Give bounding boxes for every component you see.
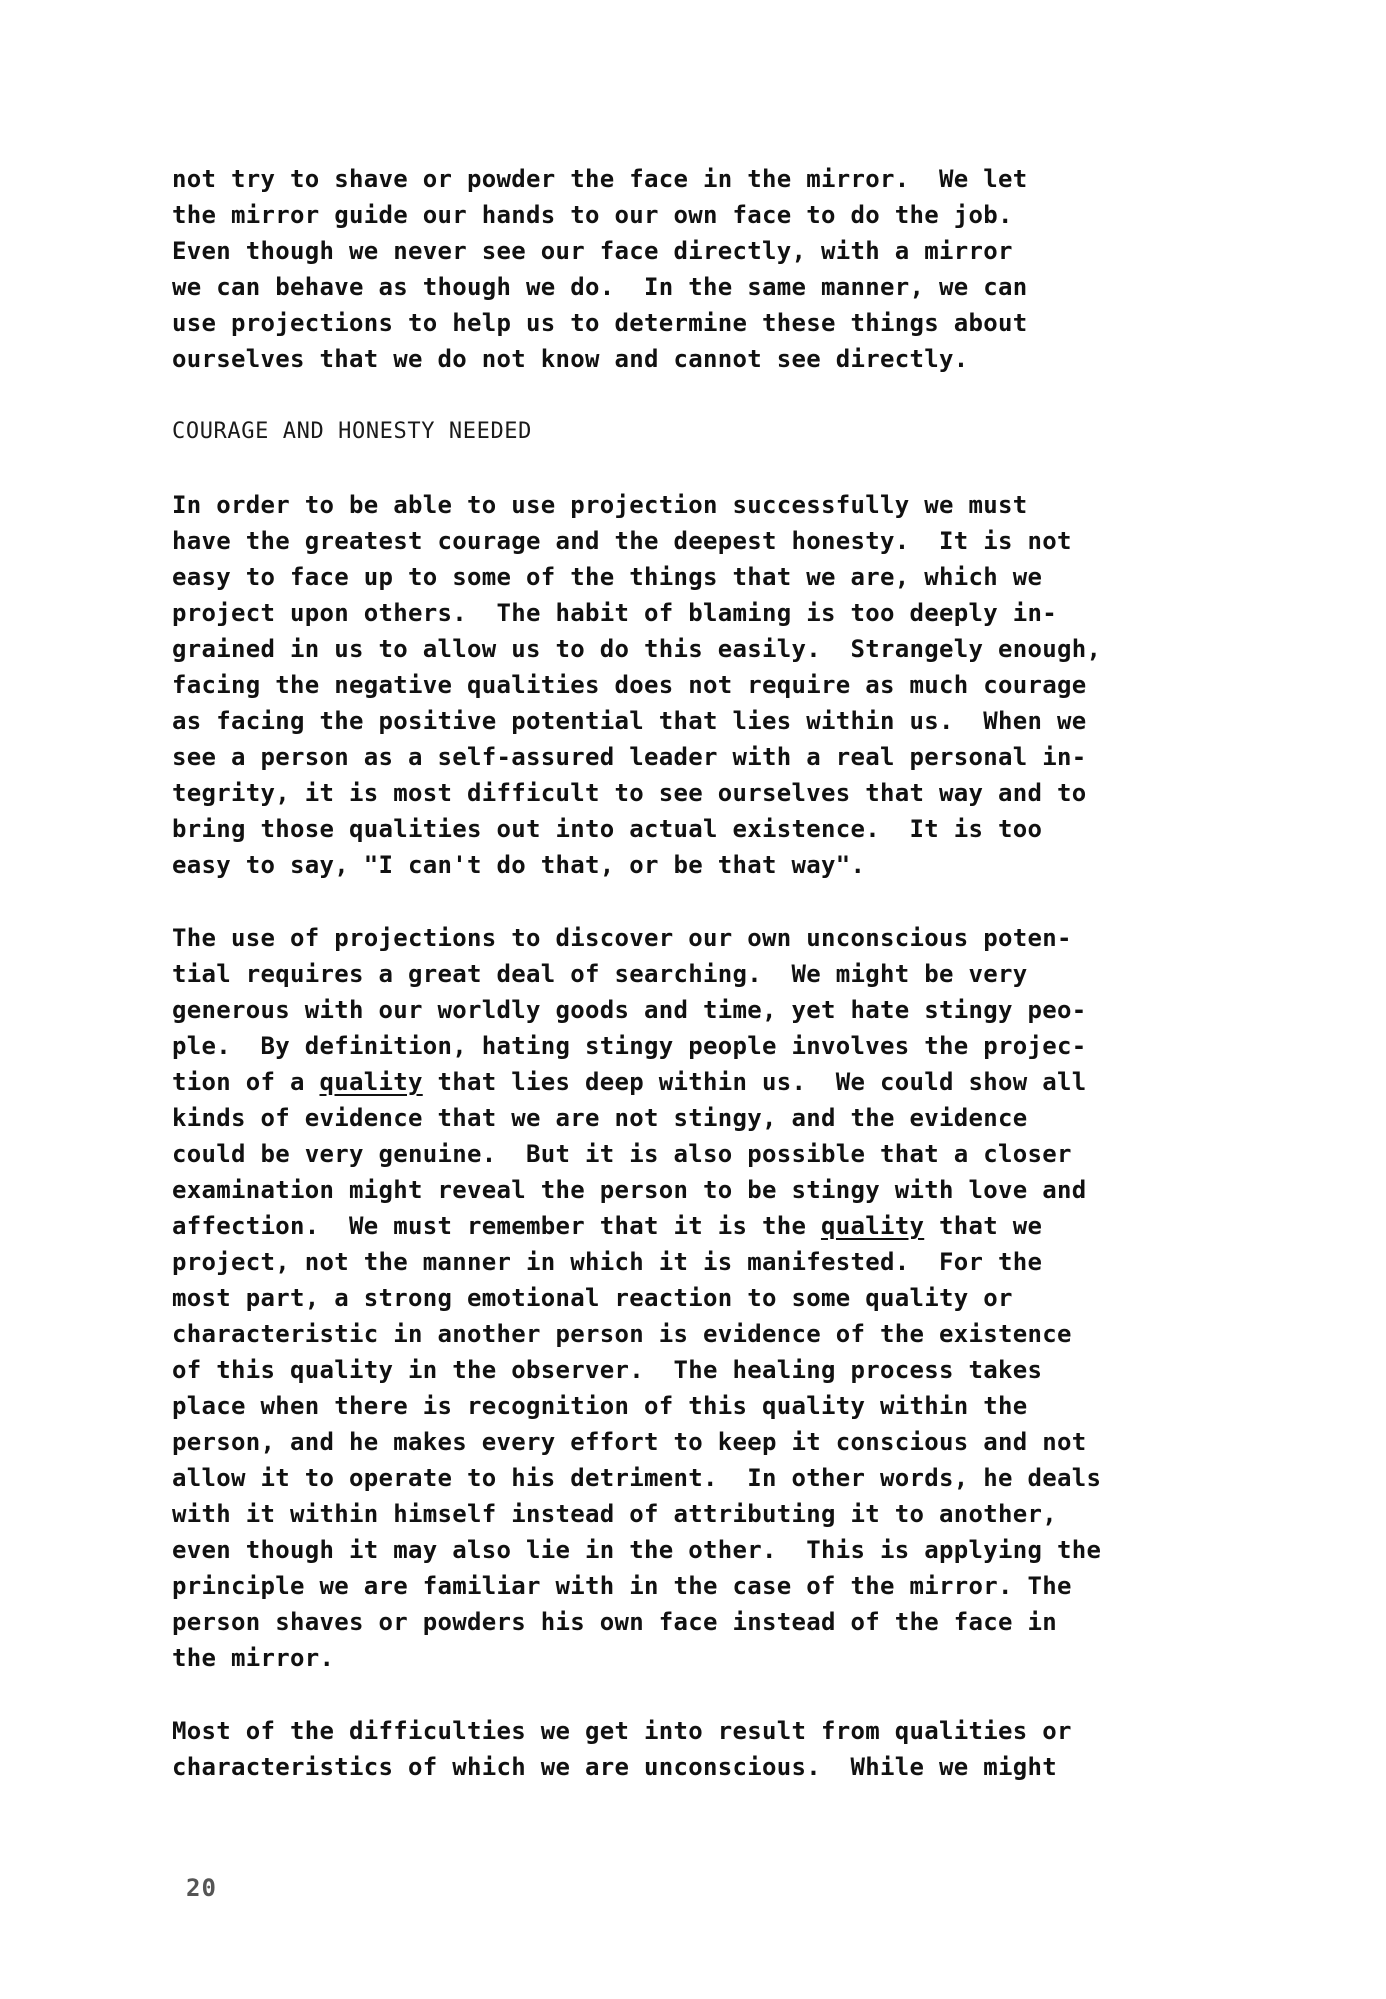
text-line: see a person as a self-assured leader with a real personal in- (172, 743, 1087, 771)
text-line: project upon others. The habit of blaming is too deeply in- (172, 599, 1057, 627)
text-segment: tion of a (172, 1068, 320, 1096)
text-line: The use of projections to discover our own unconscious poten- (172, 924, 1072, 952)
text-line (172, 1208, 1232, 1244)
text-line: project, not the manner in which it is manifested. For the (172, 1248, 1043, 1276)
text-line: grained in us to allow us to do this easily. Strangely enough, (172, 635, 1102, 663)
text-line: the mirror guide our hands to our own face to do the job. (172, 201, 1013, 229)
text-line: not try to shave or powder the face in the mirror. We let (172, 165, 1028, 193)
text-line: examination might reveal the person to be stingy with love and (172, 1176, 1087, 1204)
text-line: easy to face up to some of the things that we are, which we (172, 563, 1043, 591)
text-line: have the greatest courage and the deepest honesty. It is not (172, 527, 1072, 555)
paragraph-projections-potential (172, 920, 1232, 1676)
text-segment: that lies deep within us. We could show all (422, 1068, 1087, 1096)
page-number: 20 (186, 1874, 217, 1902)
text-line: kinds of evidence that we are not stingy, and the evidence (172, 1104, 1028, 1132)
text-line: as facing the positive potential that lies within us. When we (172, 707, 1087, 735)
text-line: most part, a strong emotional reaction to some quality or (172, 1284, 1013, 1312)
section-heading-block (172, 414, 1232, 450)
text-line: characteristic in another person is evidence of the existence (172, 1320, 1072, 1348)
text-line: of this quality in the observer. The healing process takes (172, 1356, 1043, 1384)
text-line: ourselves that we do not know and cannot see directly. (172, 345, 969, 373)
text-line: Even though we never see our face directly, with a mirror (172, 237, 1013, 265)
text-line: In order to be able to use projection successfully we must (172, 491, 1028, 519)
text-line: person, and he makes every effort to keep it conscious and not (172, 1428, 1087, 1456)
text-line: with it within himself instead of attributing it to another, (172, 1500, 1057, 1528)
text-line: we can behave as though we do. In the same manner, we can (172, 273, 1028, 301)
text-line: characteristics of which we are unconscious. While we might (172, 1753, 1057, 1781)
text-line: person shaves or powders his own face instead of the face in (172, 1608, 1057, 1636)
section-heading: COURAGE AND HONESTY NEEDED (172, 419, 532, 444)
text-line: principle we are familiar with in the case of the mirror. The (172, 1572, 1072, 1600)
text-line (172, 1064, 1232, 1100)
text-line: easy to say, "I can't do that, or be that way". (172, 851, 866, 879)
text-line: place when there is recognition of this quality within the (172, 1392, 1028, 1420)
text-line: allow it to operate to his detriment. In other words, he deals (172, 1464, 1102, 1492)
underlined-word: quality (319, 1068, 423, 1096)
text-line: use projections to help us to determine these things about (172, 309, 1028, 337)
text-line: bring those qualities out into actual existence. It is too (172, 815, 1043, 843)
paragraph-difficulties (172, 1713, 1232, 1785)
text-line: ple. By definition, hating stingy people involves the projec- (172, 1032, 1087, 1060)
text-segment: affection. We must remember that it is the (172, 1212, 821, 1240)
text-line: Most of the difficulties we get into result from qualities or (172, 1717, 1072, 1745)
text-line: tegrity, it is most difficult to see ourselves that way and to (172, 779, 1087, 807)
paragraph-mirror-intro (172, 161, 1232, 377)
text-line: could be very genuine. But it is also possible that a closer (172, 1140, 1072, 1168)
paragraph-courage-honesty (172, 487, 1232, 883)
text-line: the mirror. (172, 1644, 335, 1672)
text-line: even though it may also lie in the other. This is applying the (172, 1536, 1102, 1564)
text-line: generous with our worldly goods and time, yet hate stingy peo- (172, 996, 1087, 1024)
text-line: facing the negative qualities does not require as much courage (172, 671, 1087, 699)
text-segment: that we (924, 1212, 1043, 1240)
text-line: tial requires a great deal of searching. We might be very (172, 960, 1028, 988)
underlined-word: quality (820, 1212, 925, 1240)
